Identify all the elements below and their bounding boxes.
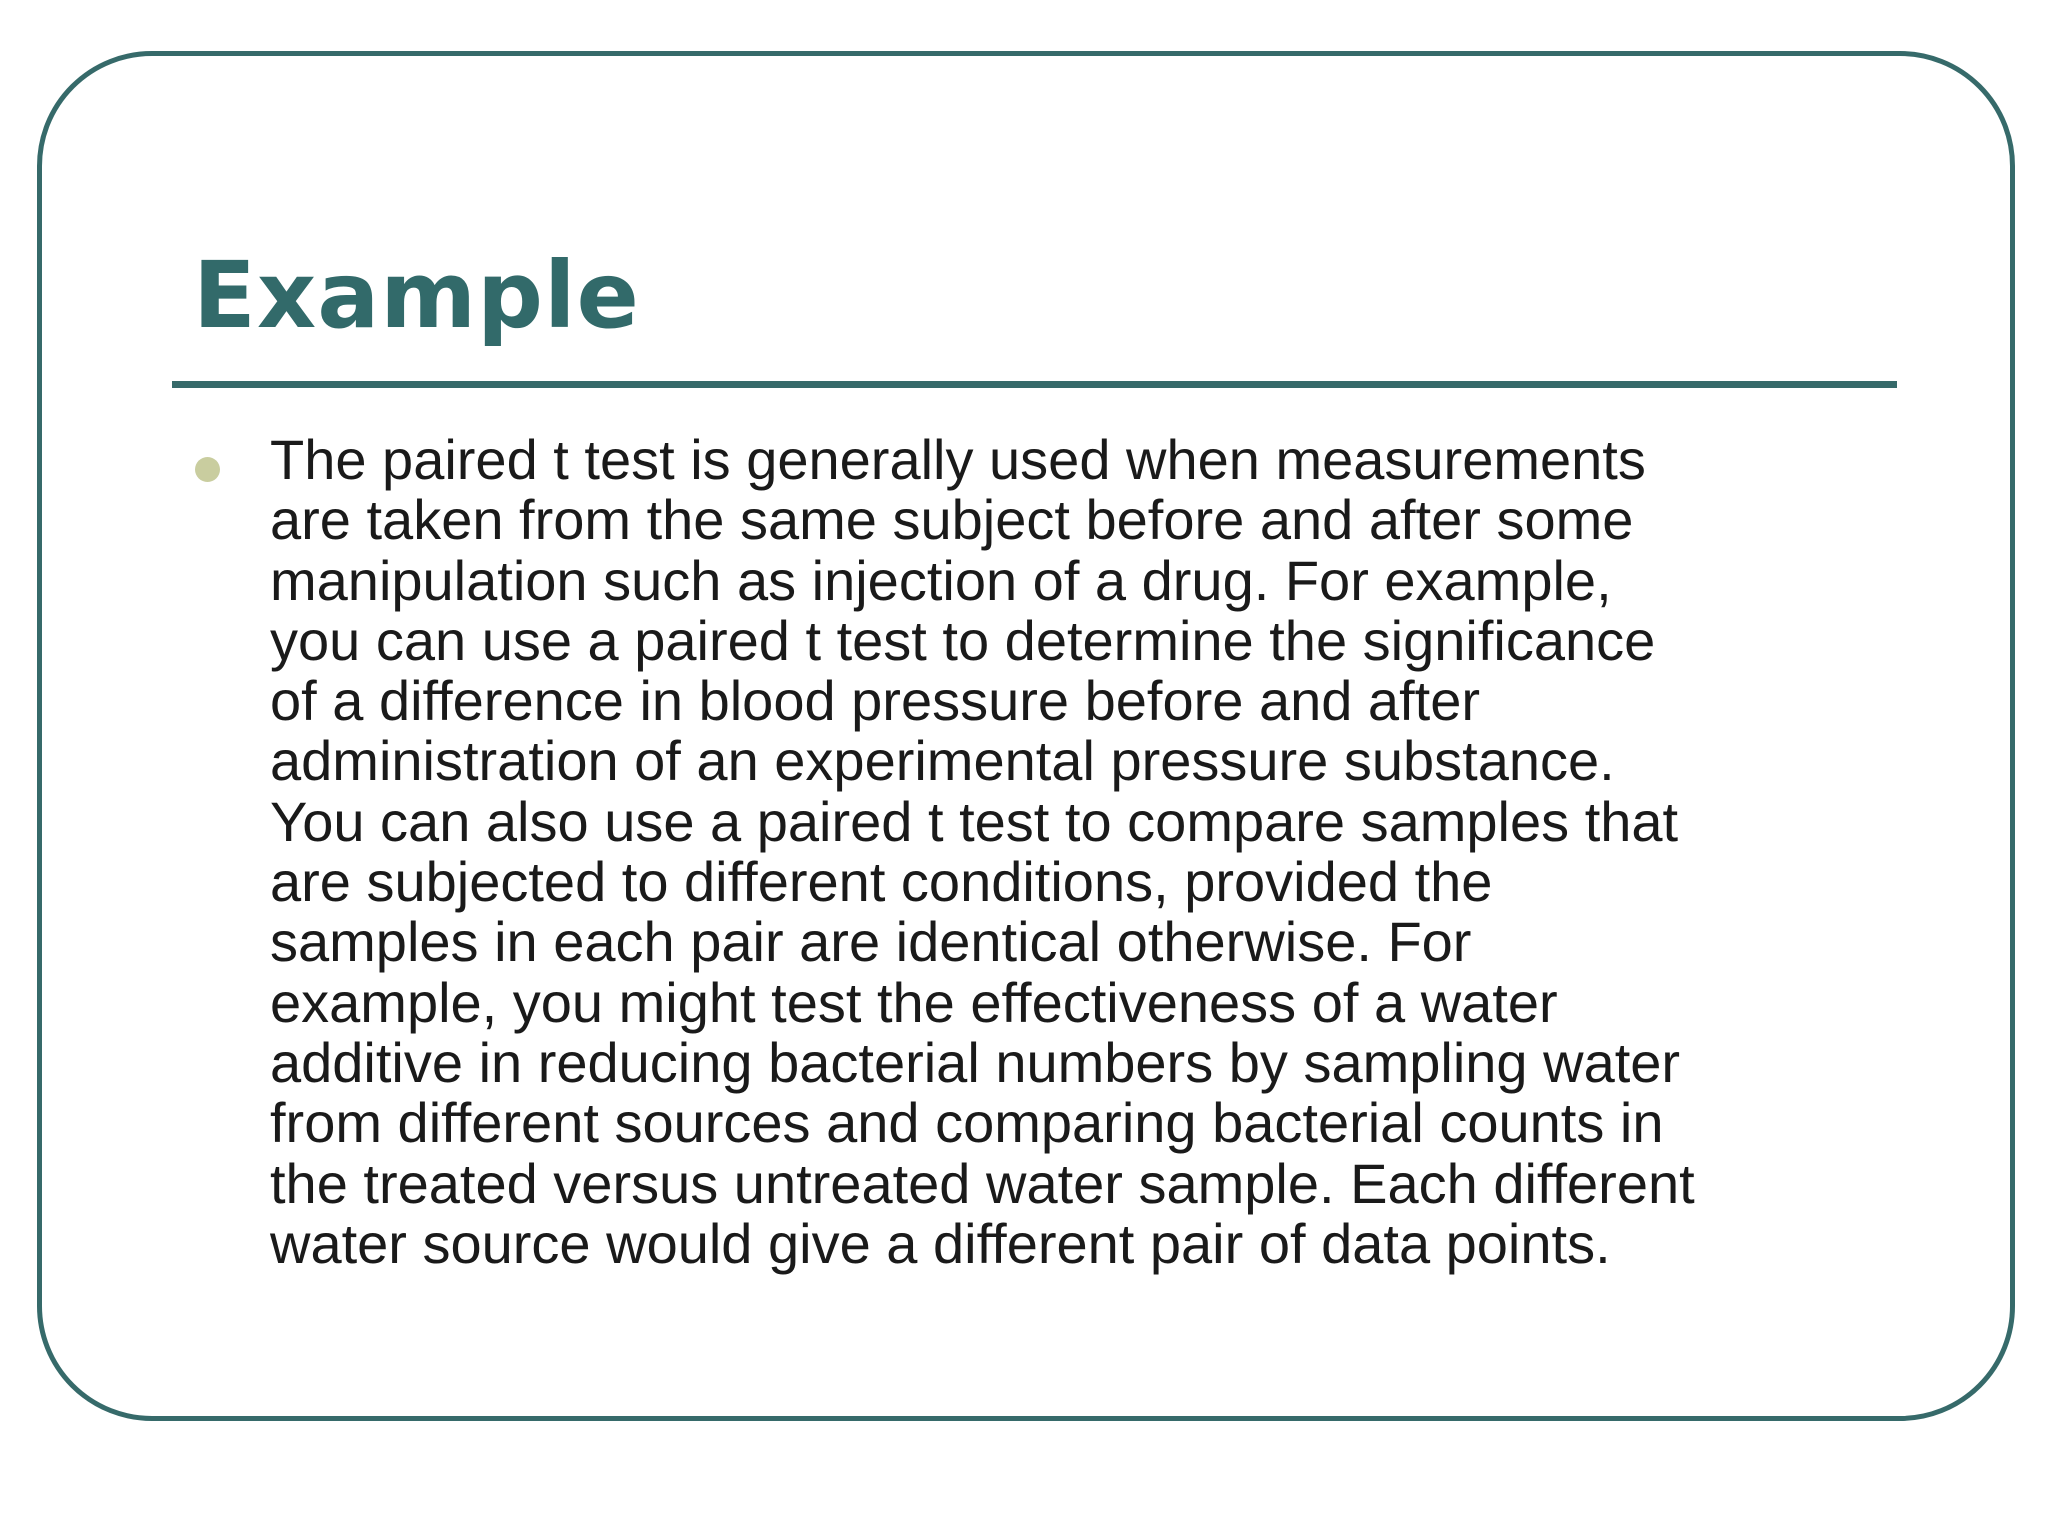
bullet-line: manipulation such as injection of a drug. For example, (270, 548, 1612, 612)
bullet-line: water source would give a different pair of data points. (270, 1211, 1611, 1275)
bullet-line: samples in each pair are identical otherwise. For (270, 910, 1472, 974)
bullet-line: of a difference in blood pressure before and after (270, 669, 1480, 733)
slide-title: Example (193, 242, 640, 349)
bullet-line: additive in reducing bacterial numbers by sampling water (270, 1030, 1681, 1094)
bullet-line: The paired t test is generally used when measurements (270, 428, 1646, 491)
bullet-line: are subjected to different conditions, provided the (270, 850, 1493, 914)
bullet-line: the treated versus untreated water sample. Each different (270, 1151, 1695, 1215)
bullet-line: you can use a paired t test to determine the significance (270, 608, 1656, 672)
bullet-line: are taken from the same subject before and after some (270, 488, 1634, 552)
bullet-line: from different sources and comparing bacterial counts in (270, 1091, 1664, 1155)
title-divider (172, 381, 1897, 388)
bullet-line: example, you might test the effectiveness of a water (270, 970, 1558, 1034)
bullet-icon (195, 457, 220, 482)
bullet-line: administration of an experimental pressure substance. (270, 729, 1615, 793)
bullet-line: You can also use a paired t test to compare samples that (270, 789, 1679, 853)
bullet-paragraph (270, 430, 1910, 1274)
